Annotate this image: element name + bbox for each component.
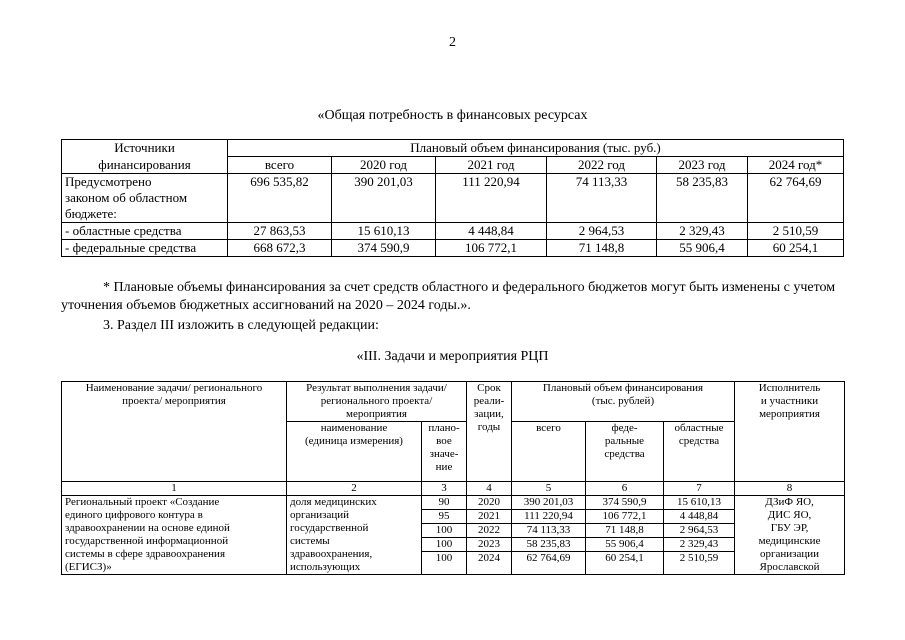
column-number: 2 (287, 482, 422, 496)
header-year: 2023 год (657, 157, 748, 174)
header-task: Наименование задачи/ регионального проекта/ мероприятия (62, 382, 287, 482)
total-value: 62 764,69 (526, 552, 571, 564)
text-line: доля медицинских (290, 496, 377, 508)
header-line: вое (436, 435, 452, 447)
text-line: организации (760, 548, 820, 560)
table-header-row (62, 382, 845, 422)
page-number: 2 (449, 35, 456, 50)
year-value: 2024 (478, 552, 500, 564)
federal-value: 55 906,4 (586, 538, 663, 552)
header-line: ние (435, 461, 453, 473)
header-funding (512, 382, 735, 422)
header-line: Результат выполнения задачи/ (306, 382, 447, 394)
cell-value: 2 510,59 (748, 223, 844, 240)
cell-value: 2 329,43 (657, 223, 748, 240)
table-header-row (62, 140, 844, 157)
federal-value: 106 772,1 (586, 510, 663, 524)
regional-values (664, 496, 735, 575)
instruction-text: 3. Раздел III изложить в следующей редакции: (103, 318, 379, 333)
federal-value: 374 590,9 (586, 496, 663, 510)
header-line: зации, (474, 408, 504, 420)
header-line: средства (604, 448, 645, 460)
cell-value: 111 220,94 (436, 174, 547, 223)
cell-value: 2 964,53 (547, 223, 657, 240)
cell-value: 374 590,9 (332, 240, 436, 257)
header-line: реали- (473, 395, 505, 407)
header-line: феде- (611, 422, 638, 434)
plan-values (422, 496, 467, 575)
text-line: Региональный проект «Создание (65, 496, 220, 508)
header-line: мероприятия (759, 408, 820, 420)
column-number-row (62, 482, 845, 496)
cell-value: 15 610,13 (332, 223, 436, 240)
header-line: мероприятия (346, 408, 407, 420)
regional-value: 2 329,43 (664, 538, 734, 552)
header-line: значе- (429, 448, 459, 460)
header-line: средства (678, 435, 720, 447)
row-label-line: бюджете: (65, 206, 117, 221)
cell-value: 74 113,33 (547, 174, 657, 223)
text-line: ДИС ЯО, (767, 509, 812, 521)
text-line: Ярославской (759, 561, 820, 573)
header-line: плано- (428, 422, 460, 434)
executors (735, 496, 845, 575)
header-year: 2020 год (332, 157, 436, 174)
header-line: регионального проекта/ (320, 395, 433, 407)
header-line: годы (477, 421, 501, 433)
header-line: (тыс. рублей) (591, 395, 655, 407)
row-label-line: Предусмотрено (65, 174, 152, 189)
cell-value: 668 672,3 (228, 240, 332, 257)
header-line: (единица измерения) (305, 435, 403, 447)
regional-value: 2 964,53 (664, 524, 734, 538)
header-year: 2024 год* (748, 157, 844, 174)
row-label: - областные средства (62, 223, 228, 240)
text-line: государственной (290, 522, 369, 534)
section-heading-tasks: «III. Задачи и мероприятия РЦП (356, 349, 549, 364)
text-line: системы (290, 535, 330, 547)
text-line: здравоохранения, (290, 548, 373, 560)
year-value: 2021 (467, 510, 511, 524)
header-result-plan (422, 422, 467, 482)
row-label: - федеральные средства (62, 240, 228, 257)
plan-value: 95 (422, 510, 466, 524)
header-term (467, 382, 512, 482)
header-line: и участники (760, 395, 819, 407)
header-plan: Плановый объем финансирования (тыс. руб.) (228, 140, 844, 157)
header-year: всего (228, 157, 332, 174)
row-label (62, 174, 228, 223)
financial-needs-table (61, 139, 844, 257)
years (467, 496, 512, 575)
table-row (62, 496, 845, 575)
federal-value: 71 148,8 (586, 524, 663, 538)
column-number: 1 (62, 482, 287, 496)
header-line: наименование (320, 422, 388, 434)
total-value: 111 220,94 (512, 510, 585, 524)
plan-value: 100 (422, 524, 466, 538)
header-line: Срок (477, 382, 501, 394)
plan-value: 100 (422, 538, 466, 552)
header-line: Исполнитель (758, 382, 821, 394)
total-value: 58 235,83 (512, 538, 585, 552)
text-line: системы в сфере здравоохранения (65, 548, 225, 560)
header-regional (664, 422, 735, 482)
total-value: 390 201,03 (512, 496, 585, 510)
column-number: 4 (467, 482, 512, 496)
text-line: организаций (290, 509, 350, 521)
result-name (287, 496, 422, 575)
regional-value: 2 510,59 (679, 552, 719, 564)
cell-value: 390 201,03 (332, 174, 436, 223)
row-label-line: законом об областном (65, 190, 188, 205)
total-value: 74 113,33 (512, 524, 585, 538)
plan-value: 100 (435, 552, 453, 564)
cell-value: 4 448,84 (436, 223, 547, 240)
year-value: 2022 (467, 524, 511, 538)
header-source-1: Источники (62, 140, 228, 157)
table-row (62, 223, 844, 240)
header-line: областные (674, 422, 724, 434)
text-line: использующих (290, 561, 361, 573)
regional-value: 4 448,84 (664, 510, 734, 524)
table-header-row (62, 157, 844, 174)
footnote: * Плановые объемы финансирования за счет средств областного и федерального бюджетов могут быть изменены с учетом уточнения объемов бюджетных ассигнований на 2020 – 2024 годы.». (61, 280, 836, 313)
section-heading-financial-needs: «Общая потребность в финансовых ресурсах (317, 108, 588, 123)
totals (512, 496, 586, 575)
text-line: (ЕГИСЗ)» (65, 561, 112, 573)
year-value: 2023 (467, 538, 511, 552)
cell-value: 62 764,69 (748, 174, 844, 223)
text-line: ГБУ ЭР, (770, 522, 809, 534)
cell-value: 27 863,53 (228, 223, 332, 240)
cell-value: 60 254,1 (748, 240, 844, 257)
header-line: Плановый объем финансирования (542, 382, 704, 394)
cell-value: 696 535,82 (228, 174, 332, 223)
column-number: 7 (664, 482, 735, 496)
header-result (287, 382, 467, 422)
year-value: 2020 (467, 496, 511, 510)
regional-value: 15 610,13 (664, 496, 734, 510)
federal-values (586, 496, 664, 575)
column-number: 3 (422, 482, 467, 496)
text-line: государственной информационной (65, 535, 229, 547)
header-line: ральные (604, 435, 645, 447)
cell-value: 106 772,1 (436, 240, 547, 257)
text-line: единого цифрового контура в (65, 509, 203, 521)
federal-value: 60 254,1 (605, 552, 644, 564)
text-line: здравоохранении на основе единой (65, 522, 230, 534)
column-number: 8 (735, 482, 845, 496)
table-row (62, 240, 844, 257)
header-source-2: финансирования (62, 157, 228, 174)
tasks-table (61, 381, 845, 575)
column-number: 5 (512, 482, 586, 496)
table-row (62, 174, 844, 223)
header-result-name (287, 422, 422, 482)
header-total: всего (512, 422, 586, 482)
header-year: 2022 год (547, 157, 657, 174)
plan-value: 90 (422, 496, 466, 510)
text-line: ДЗиФ ЯО, (765, 496, 814, 508)
header-executor (735, 382, 845, 482)
cell-value: 55 906,4 (657, 240, 748, 257)
task-name (62, 496, 287, 575)
header-year: 2021 год (436, 157, 547, 174)
cell-value: 58 235,83 (657, 174, 748, 223)
column-number: 6 (586, 482, 664, 496)
cell-value: 71 148,8 (547, 240, 657, 257)
header-federal (586, 422, 664, 482)
text-line: медицинские (758, 535, 821, 547)
